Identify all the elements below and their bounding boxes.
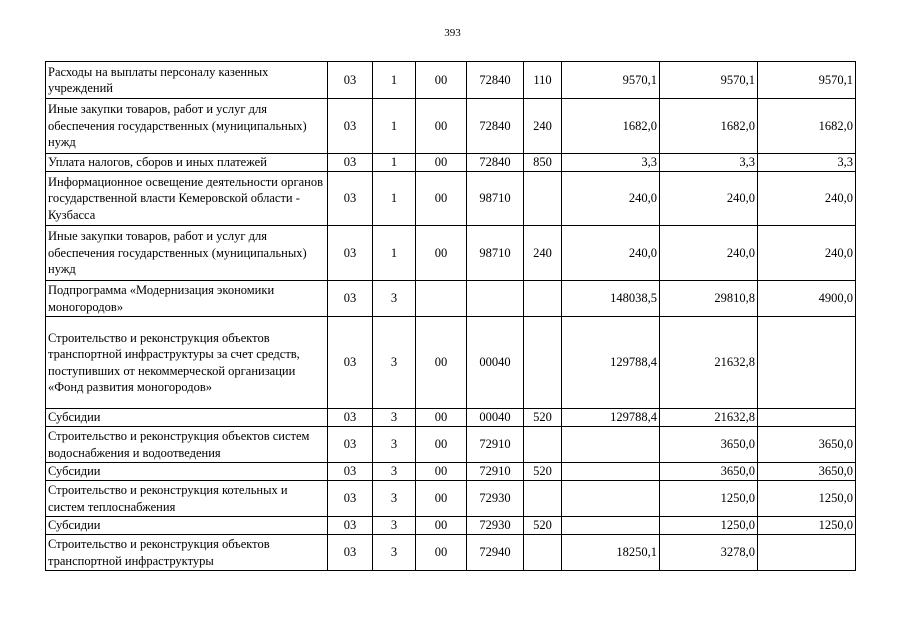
amount-year-1	[562, 517, 660, 535]
expense-type-code: 240	[524, 99, 562, 154]
amount-year-2: 1682,0	[660, 99, 758, 154]
table-body	[46, 62, 856, 571]
program-code: 00	[416, 463, 467, 481]
row-name: Строительство и реконструкция объектов систем водоснабжения и водоотведения	[46, 427, 328, 463]
amount-year-1	[562, 463, 660, 481]
amount-year-2: 29810,8	[660, 281, 758, 317]
subsection-code: 3	[373, 409, 416, 427]
subsection-code: 3	[373, 317, 416, 409]
amount-year-2: 3,3	[660, 154, 758, 172]
row-name: Иные закупки товаров, работ и услуг для обеспечения государственных (муниципальных) нужд	[46, 226, 328, 281]
table-row	[46, 99, 856, 154]
article-code: 00040	[467, 317, 524, 409]
row-name: Строительство и реконструкция объектов транспортной инфраструктуры	[46, 535, 328, 571]
table-row	[46, 154, 856, 172]
amount-year-3: 3,3	[758, 154, 856, 172]
row-name: Строительство и реконструкция объектов транспортной инфраструктуры за счет средств, поступивших от некоммерческой организации «Фонд развития моногородов»	[46, 317, 328, 409]
table-row	[46, 226, 856, 281]
amount-year-2: 21632,8	[660, 409, 758, 427]
amount-year-2: 1250,0	[660, 517, 758, 535]
article-code: 72940	[467, 535, 524, 571]
row-name: Субсидии	[46, 463, 328, 481]
amount-year-3: 4900,0	[758, 281, 856, 317]
amount-year-1	[562, 481, 660, 517]
subsection-code: 3	[373, 281, 416, 317]
expense-type-code: 240	[524, 226, 562, 281]
article-code: 98710	[467, 172, 524, 226]
expense-type-code	[524, 481, 562, 517]
table-row	[46, 172, 856, 226]
table-row	[46, 517, 856, 535]
amount-year-2: 240,0	[660, 172, 758, 226]
expense-type-code	[524, 535, 562, 571]
subsection-code: 3	[373, 481, 416, 517]
program-code: 00	[416, 427, 467, 463]
amount-year-1: 148038,5	[562, 281, 660, 317]
section-code: 03	[328, 281, 373, 317]
program-code: 00	[416, 517, 467, 535]
amount-year-3: 9570,1	[758, 62, 856, 99]
row-name: Информационное освещение деятельности органов государственной власти Кемеровской области - Кузбасса	[46, 172, 328, 226]
program-code: 00	[416, 317, 467, 409]
article-code: 98710	[467, 226, 524, 281]
amount-year-3: 1250,0	[758, 481, 856, 517]
subsection-code: 1	[373, 62, 416, 99]
amount-year-3: 240,0	[758, 226, 856, 281]
expense-type-code: 850	[524, 154, 562, 172]
article-code: 72840	[467, 62, 524, 99]
amount-year-1: 129788,4	[562, 317, 660, 409]
section-code: 03	[328, 463, 373, 481]
table-row	[46, 281, 856, 317]
program-code: 00	[416, 409, 467, 427]
article-code: 72840	[467, 99, 524, 154]
table-row	[46, 409, 856, 427]
amount-year-2: 3278,0	[660, 535, 758, 571]
subsection-code: 1	[373, 99, 416, 154]
section-code: 03	[328, 427, 373, 463]
amount-year-1: 240,0	[562, 226, 660, 281]
expense-type-code	[524, 281, 562, 317]
amount-year-1: 3,3	[562, 154, 660, 172]
expense-type-code: 520	[524, 463, 562, 481]
article-code: 72910	[467, 427, 524, 463]
amount-year-2: 3650,0	[660, 427, 758, 463]
amount-year-1: 1682,0	[562, 99, 660, 154]
section-code: 03	[328, 317, 373, 409]
amount-year-1: 129788,4	[562, 409, 660, 427]
table-row	[46, 481, 856, 517]
row-name: Уплата налогов, сборов и иных платежей	[46, 154, 328, 172]
article-code: 00040	[467, 409, 524, 427]
section-code: 03	[328, 172, 373, 226]
amount-year-2: 240,0	[660, 226, 758, 281]
amount-year-1	[562, 427, 660, 463]
expense-type-code: 520	[524, 409, 562, 427]
row-name: Строительство и реконструкция котельных и систем теплоснабжения	[46, 481, 328, 517]
article-code: 72840	[467, 154, 524, 172]
section-code: 03	[328, 154, 373, 172]
amount-year-3	[758, 409, 856, 427]
amount-year-1: 18250,1	[562, 535, 660, 571]
table-row	[46, 535, 856, 571]
subsection-code: 1	[373, 172, 416, 226]
expense-type-code	[524, 427, 562, 463]
section-code: 03	[328, 535, 373, 571]
amount-year-3	[758, 317, 856, 409]
amount-year-3: 1250,0	[758, 517, 856, 535]
program-code: 00	[416, 481, 467, 517]
section-code: 03	[328, 517, 373, 535]
program-code: 00	[416, 154, 467, 172]
table-row	[46, 427, 856, 463]
expense-type-code: 520	[524, 517, 562, 535]
amount-year-2: 21632,8	[660, 317, 758, 409]
section-code: 03	[328, 99, 373, 154]
budget-table	[45, 61, 856, 571]
amount-year-2: 9570,1	[660, 62, 758, 99]
row-name: Расходы на выплаты персоналу казенных учреждений	[46, 62, 328, 99]
subsection-code: 1	[373, 154, 416, 172]
expense-type-code	[524, 172, 562, 226]
article-code: 72910	[467, 463, 524, 481]
article-code	[467, 281, 524, 317]
section-code: 03	[328, 481, 373, 517]
table-row	[46, 463, 856, 481]
amount-year-3	[758, 535, 856, 571]
table-row	[46, 62, 856, 99]
row-name: Подпрограмма «Модернизация экономики моногородов»	[46, 281, 328, 317]
amount-year-3: 1682,0	[758, 99, 856, 154]
amount-year-3: 3650,0	[758, 427, 856, 463]
subsection-code: 1	[373, 226, 416, 281]
amount-year-1: 240,0	[562, 172, 660, 226]
section-code: 03	[328, 62, 373, 99]
article-code: 72930	[467, 517, 524, 535]
amount-year-3: 3650,0	[758, 463, 856, 481]
subsection-code: 3	[373, 463, 416, 481]
section-code: 03	[328, 409, 373, 427]
row-name: Субсидии	[46, 517, 328, 535]
row-name: Субсидии	[46, 409, 328, 427]
amount-year-2: 1250,0	[660, 481, 758, 517]
program-code: 00	[416, 99, 467, 154]
section-code: 03	[328, 226, 373, 281]
table-row	[46, 317, 856, 409]
amount-year-3: 240,0	[758, 172, 856, 226]
page-number: 393	[444, 27, 461, 39]
row-name: Иные закупки товаров, работ и услуг для обеспечения государственных (муниципальных) нужд	[46, 99, 328, 154]
subsection-code: 3	[373, 535, 416, 571]
program-code: 00	[416, 172, 467, 226]
subsection-code: 3	[373, 517, 416, 535]
amount-year-2: 3650,0	[660, 463, 758, 481]
program-code: 00	[416, 535, 467, 571]
program-code: 00	[416, 226, 467, 281]
amount-year-1: 9570,1	[562, 62, 660, 99]
subsection-code: 3	[373, 427, 416, 463]
article-code: 72930	[467, 481, 524, 517]
expense-type-code: 110	[524, 62, 562, 99]
program-code	[416, 281, 467, 317]
expense-type-code	[524, 317, 562, 409]
program-code: 00	[416, 62, 467, 99]
